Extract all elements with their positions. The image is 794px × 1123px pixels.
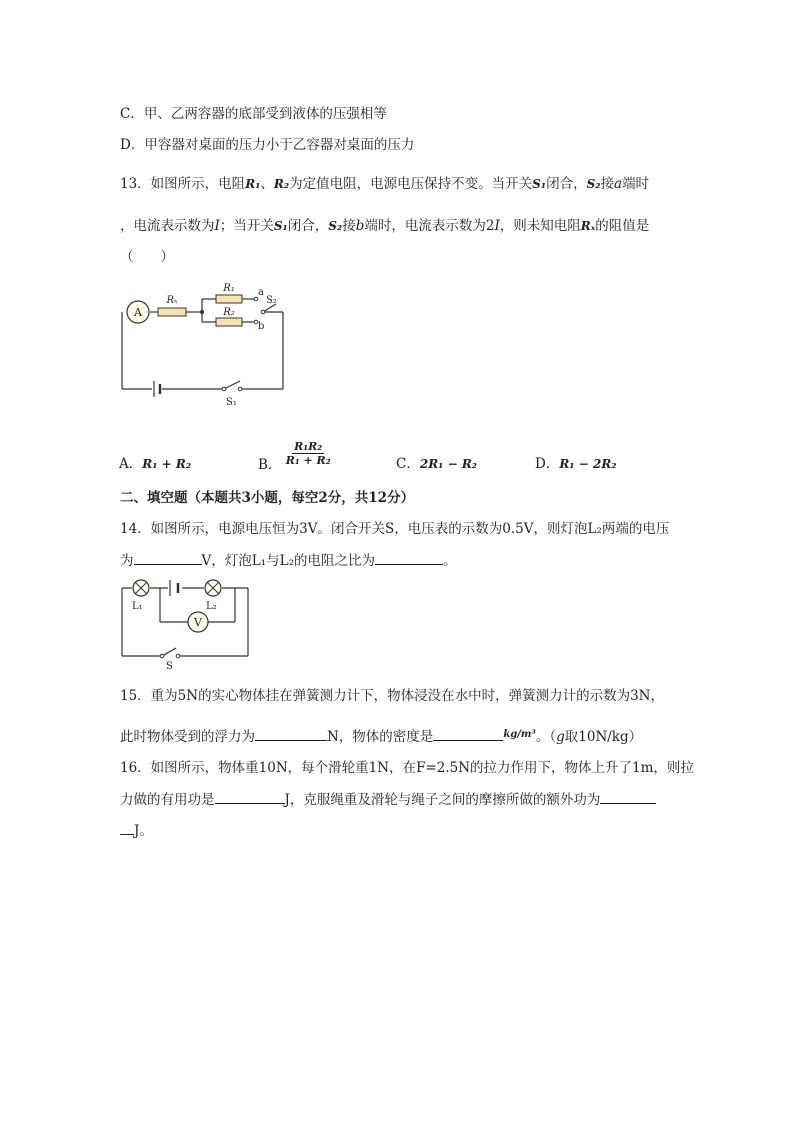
ammeter-label: A bbox=[134, 306, 142, 319]
q13-line2: ，电流表示数为I；当开关S₁闭合，S₂接b端时，电流表示数为2I，则未知电阻Rₓ的阻值是 bbox=[120, 218, 650, 234]
lamp-l1-label: L₁ bbox=[132, 601, 143, 612]
lamp-l1-icon bbox=[133, 580, 149, 596]
switch-s-label: S bbox=[166, 661, 173, 670]
lamp-l2-icon bbox=[205, 580, 221, 596]
option-c-prev: C．甲、乙两容器的底部受到液体的压强相等 bbox=[120, 106, 387, 122]
q14-circuit-diagram bbox=[118, 578, 253, 670]
voltmeter-label: V bbox=[194, 616, 202, 629]
symbol-r1: R₁ bbox=[245, 177, 261, 191]
resistor-r1-label: R₁ bbox=[223, 283, 235, 294]
q13-option-c: C．2R₁ − R₂ bbox=[396, 456, 478, 472]
contact-a-label: a bbox=[258, 287, 264, 298]
q15-line1: 15．重为5N的实心物体挂在弹簧测力计下，物体浸没在水中时，弹簧测力计的示数为3N， bbox=[120, 688, 664, 704]
symbol-s2: S₂ bbox=[586, 177, 601, 191]
symbol-s1: S₁ bbox=[273, 219, 288, 233]
resistor-rx-icon bbox=[158, 308, 186, 316]
q13-line1: 13．如图所示，电阻R₁、R₂为定值电阻，电源电压保持不变。当开关S₁闭合，S₂接a端时 bbox=[120, 176, 650, 192]
switch-s2-label: S₂ bbox=[266, 295, 277, 306]
resistor-rx-label: Rₓ bbox=[166, 295, 178, 306]
q13-answer-paren: （ ） bbox=[120, 249, 174, 265]
answer-blank[interactable] bbox=[134, 550, 202, 565]
answer-blank[interactable] bbox=[600, 789, 656, 804]
answer-blank[interactable] bbox=[433, 726, 503, 741]
q16-line1: 16．如图所示，物体重10N，每个滑轮重1N，在F=2.5N的拉力作用下，物体上升了1m，则拉 bbox=[120, 760, 694, 776]
q13-option-a: A．R₁ + R₂ bbox=[119, 456, 192, 472]
symbol-r2: R₂ bbox=[273, 177, 290, 191]
q15-line2: 此时物体受到的浮力为 N，物体的密度是 $^{kg/m^3}$。（g取10N/kg） bbox=[120, 725, 642, 747]
resistor-r2-icon bbox=[216, 318, 242, 326]
resistor-r2-label: R₂ bbox=[223, 307, 235, 318]
option-d-prev: D．甲容器对桌面的压力小于乙容器对桌面的压力 bbox=[120, 137, 415, 153]
answer-blank[interactable] bbox=[375, 550, 443, 565]
symbol-s2: S₂ bbox=[328, 219, 343, 233]
fraction: $\frac{\text{R₁R₂}}{\text{R₁ + R₂}}$ bbox=[285, 440, 331, 467]
lamp-l2-label: L₂ bbox=[206, 601, 217, 612]
symbol-s1: S₁ bbox=[532, 177, 547, 191]
q16-line3: J。 bbox=[120, 820, 153, 841]
contact-b-label: b bbox=[258, 321, 265, 332]
answer-blank[interactable] bbox=[255, 726, 327, 741]
q14-line2: 为 V，灯泡L₁与L₂的电阻之比为 。 bbox=[120, 550, 457, 571]
answer-blank-continued[interactable] bbox=[120, 820, 134, 835]
q13-circuit-diagram bbox=[118, 282, 290, 412]
q16-line2: 力做的有用功是 J，克服绳重及滑轮与绳子之间的摩擦所做的额外功为 bbox=[120, 789, 656, 810]
section-heading: 二、填空题（本题共3小题，每空2分，共12分） bbox=[120, 490, 415, 506]
q14-line1: 14．如图所示，电源电压恒为3V。闭合开关S，电压表的示数为0.5V，则灯泡L₂两端的电压 bbox=[120, 521, 670, 537]
q13-option-d: D．R₁ − 2R₂ bbox=[535, 456, 617, 472]
resistor-r1-icon bbox=[216, 295, 242, 303]
switch-s1-label: S₁ bbox=[226, 397, 237, 408]
q13-option-b: B． $\frac{\text{R₁R₂}}{\text{R₁ + R₂}}$ bbox=[258, 440, 331, 473]
symbol-rx: Rₓ bbox=[580, 219, 596, 233]
unit-density: kg/m³ bbox=[503, 729, 536, 740]
answer-blank[interactable] bbox=[215, 789, 285, 804]
